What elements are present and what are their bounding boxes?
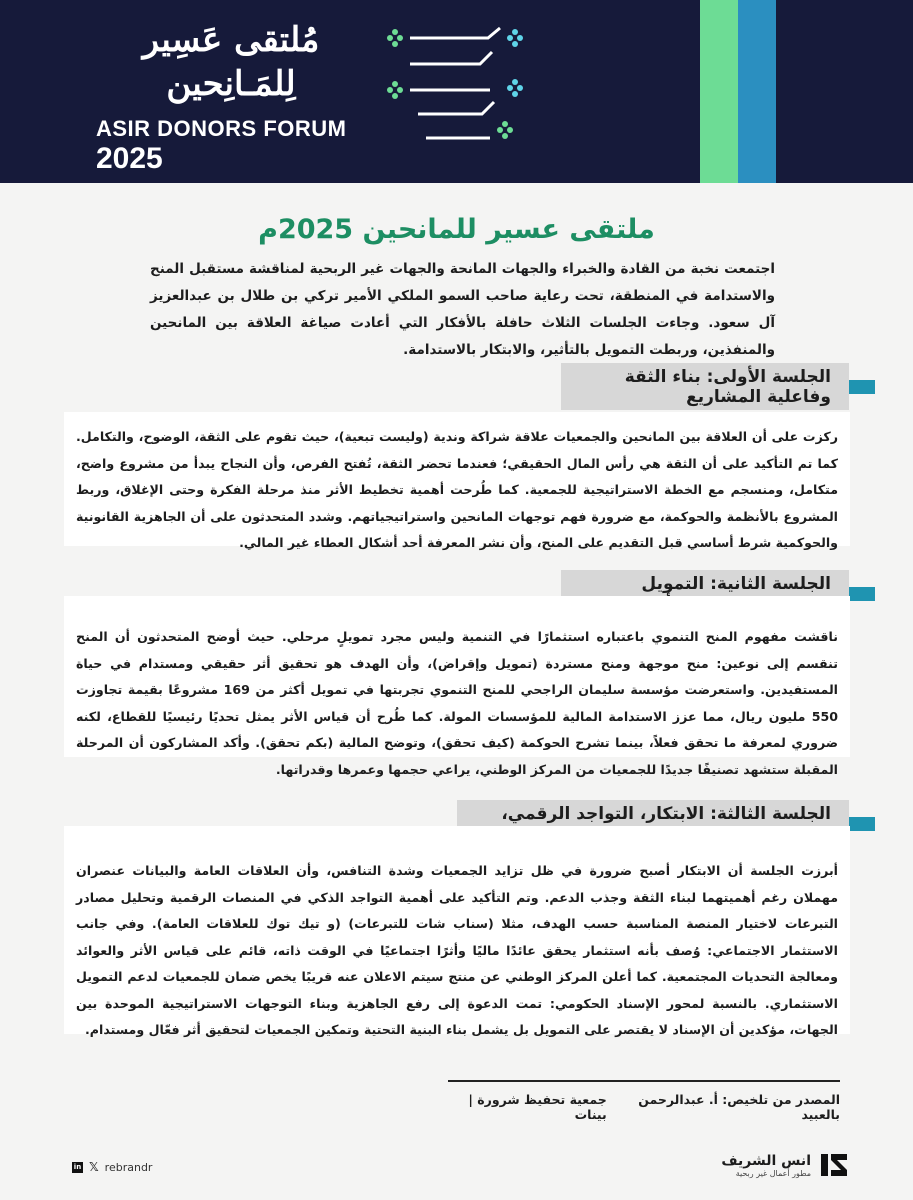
section-2-heading-text: الجلسة الثانية: التمويل (641, 573, 831, 594)
brand-tagline: مطور أعمال غير ربحية (735, 1168, 811, 1178)
banner-year: 2025 (96, 142, 163, 175)
page-title: ملتقى عسير للمانحين 2025م (258, 214, 655, 245)
section-1-heading-text: الجلسة الأولى: بناء الثقة وفاعلية المشاريع (624, 366, 831, 407)
dots-motif-icon (370, 10, 580, 170)
brand-name: انس الشريف (721, 1152, 811, 1169)
section-1-heading (561, 363, 849, 410)
x-icon[interactable]: 𝕏 (89, 1160, 99, 1174)
source-author: المصدر من تلخيص: أ. عبدالرحمن بالعبيد (638, 1092, 840, 1122)
source-organization: جمعية تحفيظ شرورة | بينات (468, 1092, 607, 1122)
brand-logo-icon (819, 1150, 849, 1180)
banner-arabic-title: مُلتقى عَسِير لِلمَـانِحين (142, 20, 320, 104)
section-2-text: ناقشت مفهوم المنح التنموي باعتباره استثمارًا في التنمية وليس مجرد تمويلٍ مرحلي. حيث أوضح المتحدثون أن المنح تنقسم إلى نوعين: منح موجهة ومنح مستردة (تمويل وإقراض)، وأن الهدف هو تحقيق أثر حقيقي ومستدام في حياة المستفيدين. واستعرضت مؤسسة سليمان الراجحي للمنح التنموي تجربتها في تمويل أكثر من 169 مشروعًا بقيمة تجاوزت 550 مليون ريال، مما عزز الاستدامة المالية للمؤسسات المولة. كما طُرح أن قياس الأثر يمثل تحديًا رئيسيًا للقطاع، لكنه ضروري لمعرفة ما تحقق فعلاً، بينما تشرح الحوكمة (كيف تحقق)، وتوضح المالية (بكم تحقق). وأكد المشاركون أن المرحلة المقبلة ستشهد تصنيفًا جديدًا للجمعيات من المركز الوطني، يراعي حجمها وعمرها وقدراتها. (76, 629, 838, 777)
section-accent-bar (849, 817, 875, 831)
social-handle[interactable]: rebrandr (104, 1160, 153, 1174)
banner-stripes (640, 0, 840, 183)
section-1-text: ركزت على أن العلاقة بين المانحين والجمعيات علاقة شراكة وندية (وليست تبعية)، حيث تقوم على الثقة، الوضوح، والتكامل. كما تم التأكيد على أن الثقة هي رأس المال الحقيقي؛ فعندما تحضر الثقة، تُفتح الفرص، وأن النجاح يبدأ من مشروع واضح، متكامل، ومنسجم مع الخطة الاستراتيجية للجمعية. كما طُرحت أهمية تخطيط الأثر منذ مرحلة الفكرة وحتى الإغلاق، وربط المشروع بالأنظمة والحوكمة، مع ضرورة فهم توجهات المانحين واستراتيجياتهم. وشدد المتحدثون على أن الجاهزية القانونية والحوكمية شرط أساسي قبل التقديم على المنح، وأن نشر المعرفة أحد أشكال العطاء غير المالي. (76, 429, 838, 550)
section-accent-bar (849, 587, 875, 601)
stripe-blue (738, 0, 776, 183)
section-3-heading-text: الجلسة الثالثة: الابتكار، التواجد الرقمي، (501, 803, 831, 824)
stripe-green (700, 0, 738, 183)
footer-brand (721, 1150, 849, 1180)
banner-english-title: ASIR DONORS FORUM (96, 116, 347, 141)
section-3-text: أبرزت الجلسة أن الابتكار أصبح ضرورة في ظل تزايد الجمعيات وشدة التنافس، وأن العلاقات العامة والبيانات عنصران مهملان رغم أهميتهما لبناء الثقة وجذب الدعم. وتم التأكيد على أهمية التواجد الذكي في المنصات الرقمية وتحليل مصادر التبرعات لاختيار المنصة المناسبة حسب الهدف، مثلا (سناب شات للتبرعات) (و تيك توك للعلاقات العامة). وفي جانب الاستثمار الاجتماعي: وُصف بأنه استثمار يحقق عائدًا ماليًا وأثرًا اجتماعيًا في الوقت ذاته، قائم على قياس الأثر والعوائد ومعالجة التحديات المجتمعية. كما أعلن المركز الوطني عن منتج سيتم الاعلان عنه قريبًا يخص ضمان للجمعيات لدعم التمويل الاستثماري. بالنسبة لمحور الإسناد الحكومي: تمت الدعوة إلى رفع الجاهزية وبناء التوجهات الاستراتيجية الموحدة بين الجهات، مؤكدين أن الإسناد لا يقتصر على التمويل بل يشمل بناء البنية التحتية وتمكين الجمعيات لتحقيق أثر فعّال ومستدام. (76, 863, 838, 1037)
section-2-body (64, 596, 850, 777)
source-line (440, 1092, 840, 1122)
header-banner (0, 0, 913, 183)
section-1-body (64, 412, 850, 550)
intro-paragraph: اجتمعت نخبة من القادة والخبراء والجهات المانحة والجهات غير الربحية لمناقشة مستقبل المنح والاستدامة في المنطقة، تحت رعاية صاحب السمو الملكي الأمير تركي بن طلال بن عبدالعزيز آل سعود. وجاءت الجلسات الثلاث حافلة بالأفكار التي أعادت صياغة العلاقة بين المانحين والمنفذين، وربطت التمويل بالتأثير، والابتكار بالاستدامة. (150, 261, 775, 358)
section-accent-bar (849, 380, 875, 394)
linkedin-icon[interactable]: in (73, 1162, 82, 1171)
footer-social (72, 1160, 152, 1174)
brand-text (721, 1153, 811, 1178)
source-divider (448, 1080, 840, 1082)
section-3-body (64, 826, 850, 1037)
